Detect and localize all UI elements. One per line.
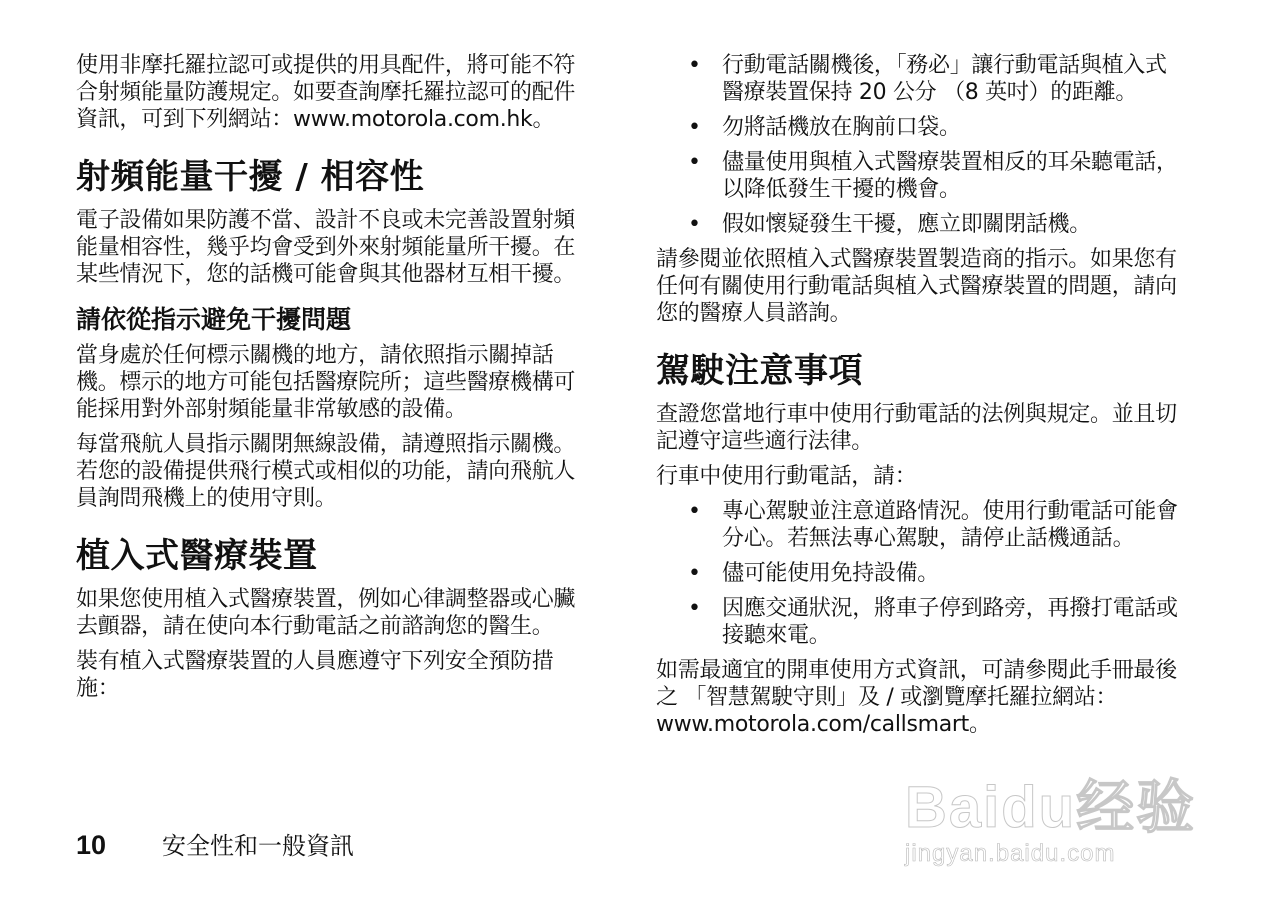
rf-interference-heading: 射頻能量干擾 / 相容性 [76,157,425,197]
list-item [656,211,1186,238]
list-item [656,114,1186,141]
watermark-url: jingyan.baidu.com [905,840,1116,867]
right-column [656,52,1186,746]
list-item [656,595,1186,649]
list-item-text: 因應交通狀況，將車子停到路旁，再撥打電話或接聽來電。 [722,596,1178,648]
list-item-text: 行動電話關機後，「務必」讓行動電話與植入式醫療裝置保持 20 公分 （8 英吋）的距離。 [722,53,1167,105]
accessories-paragraph: 使用非摩托羅拉認可或提供的用具配件，將可能不符合射頻能量防護規定。如要查詢摩托羅拉認可的配件資訊，可到下列網站：www.motorola.com.hk。 [76,53,576,132]
list-item-text: 勿將話機放在胸前口袋。 [722,115,961,140]
rf-interference-paragraph: 電子設備如果防護不當、設計不良或未完善設置射頻能量相容性，幾乎均會受到外來射頻能量所干擾。在某些情況下，您的話機可能會與其他器材互相干擾。 [76,208,576,287]
driving-laws-paragraph: 查證您當地行車中使用行動電話的法例與規定。並且切記遵守這些適行法律。 [656,402,1177,454]
bullet-icon: • [688,212,701,237]
bullet-icon: • [688,561,701,586]
power-off-instructions-paragraph: 當身處於任何標示關機的地方，請依照指示關掉話機。標示的地方可能包括醫療院所；這些醫療機構可能採用對外部射頻能量非常敏感的設備。 [76,343,576,422]
driving-intro-paragraph: 行車中使用行動電話，請： [656,464,917,489]
list-item-text: 儘量使用與植入式醫療裝置相反的耳朵聽電話，以降低發生干擾的機會。 [722,150,1178,202]
baidu-jingyan-watermark [905,760,1205,870]
bullet-icon: • [688,150,701,175]
list-item [656,52,1186,106]
page-footer [76,826,354,861]
list-item [656,560,1186,587]
list-item-text: 儘可能使用免持設備。 [722,561,940,586]
driving-precautions-heading: 駕駛注意事項 [656,351,863,391]
left-column [76,52,596,710]
implant-manufacturer-paragraph: 請參閱並依照植入式醫療裝置製造商的指示。如果您有任何有關使用行動電話與植入式醫療裝置的問題，請向您的醫療人員諮詢。 [656,247,1177,326]
page-number: 10 [76,830,107,860]
implant-devices-heading: 植入式醫療裝置 [76,536,318,576]
bullet-icon: • [688,499,701,524]
bullet-icon: • [688,53,701,78]
watermark-logo: Baidu经验 [905,775,1197,840]
list-item [656,149,1186,203]
implant-consult-paragraph: 如果您使用植入式醫療裝置，例如心律調整器或心臟去顫器，請在使向本行動電話之前諮詢您的醫生。 [76,587,576,639]
section-title: 安全性和一般資訊 [162,832,355,860]
airline-instructions-paragraph: 每當飛航人員指示關閉無線設備，請遵照指示關機。若您的設備提供飛行模式或相似的功能，請向飛航人員詢問飛機上的使用守則。 [76,432,576,511]
driving-tips-list [656,498,1186,649]
list-item-text: 假如懷疑發生干擾，應立即關閉話機。 [722,212,1091,237]
avoid-interference-heading: 請依從指示避免干擾問題 [76,305,352,334]
bullet-icon: • [688,596,701,621]
smart-driving-paragraph: 如需最適宜的開車使用方式資訊，可請參閱此手冊最後之 「智慧駕駛守則」及 / 或瀏覽摩托羅拉網站：www.motorola.com/callsmart。 [656,658,1177,737]
implant-precautions-list [656,52,1186,238]
implant-precautions-paragraph: 裝有植入式醫療裝置的人員應遵守下列安全預防措施： [76,649,554,701]
list-item-text: 專心駕駛並注意道路情況。使用行動電話可能會分心。若無法專心駕駛，請停止話機通話。 [722,499,1178,551]
list-item [656,498,1186,552]
bullet-icon: • [688,115,701,140]
